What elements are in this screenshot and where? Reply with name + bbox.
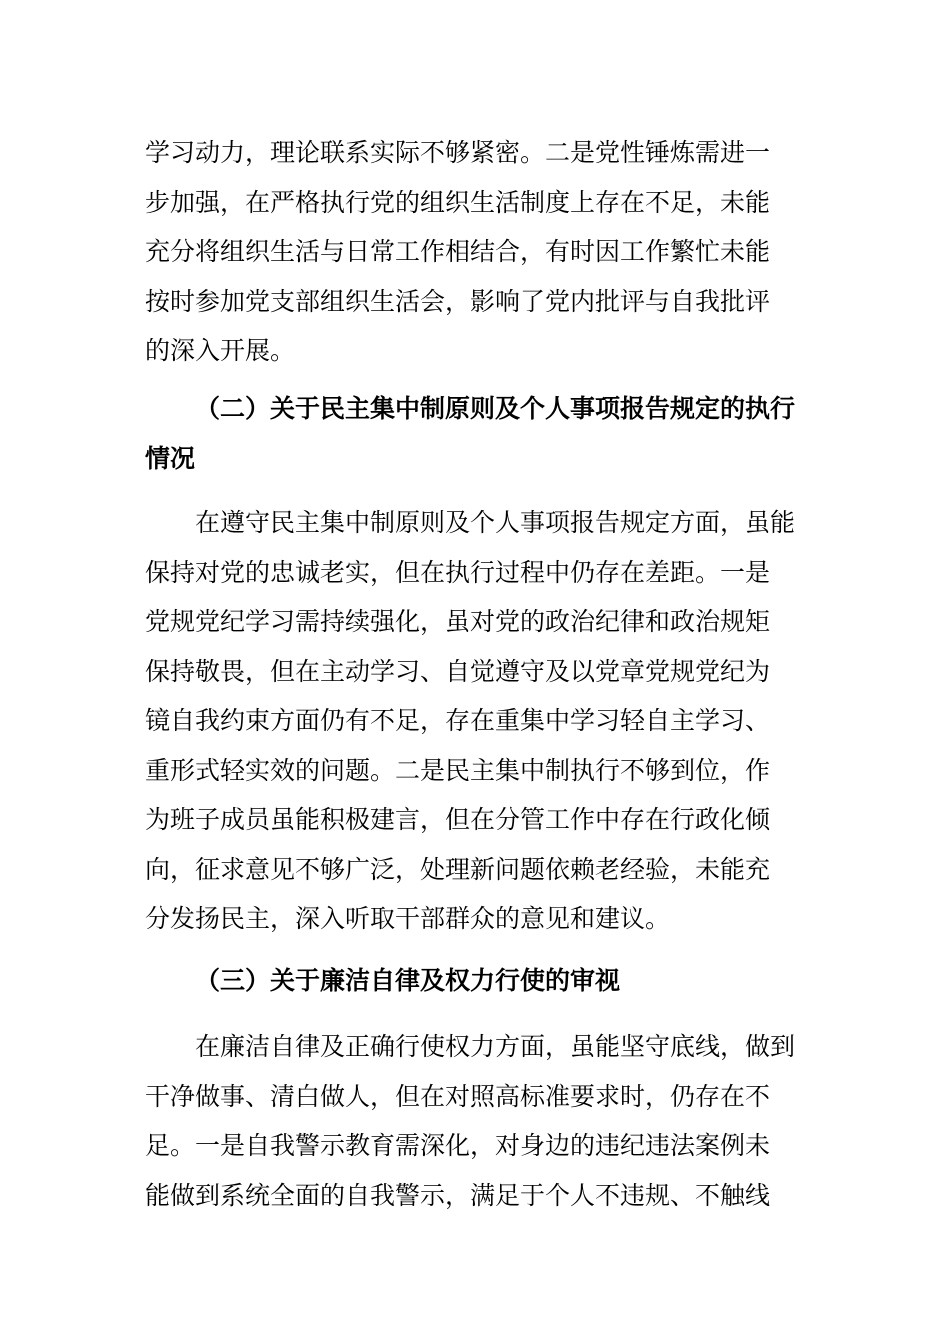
paragraph-line: 党规党纪学习需持续强化，虽对党的政治纪律和政治规矩	[145, 607, 771, 636]
paragraph-line: 充分将组织生活与日常工作相结合，有时因工作繁忙未能	[145, 237, 771, 266]
body-paragraph-2	[145, 498, 807, 944]
paragraph-line: 向，征求意见不够广泛，处理新问题依赖老经验，未能充	[145, 854, 771, 884]
paragraph-line: 按时参加党支部组织生活会，影响了党内批评与自我批评	[145, 286, 771, 316]
body-paragraph-1	[145, 128, 807, 376]
section-heading-2	[145, 384, 807, 483]
paragraph-line: 镜自我约束方面仍有不足，存在重集中学习轻自主学习、	[145, 706, 771, 735]
paragraph-line: 能做到系统全面的自我警示，满足于个人不违规、不触线	[145, 1180, 771, 1210]
paragraph-line: 重形式轻实效的问题。二是民主集中制执行不够到位，作	[145, 755, 771, 785]
heading-line: （二）关于民主集中制原则及个人事项报告规定的执行	[195, 394, 796, 423]
paragraph-line: 在廉洁自律及正确行使权力方面，虽能坚守底线，做到	[195, 1032, 796, 1061]
heading-line: （三）关于廉洁自律及权力行使的审视	[195, 966, 621, 995]
paragraph-line: 保持对党的忠诚老实，但在执行过程中仍存在差距。一是	[145, 557, 771, 587]
paragraph-line: 为班子成员虽能积极建言，但在分管工作中存在行政化倾	[145, 805, 771, 834]
paragraph-line: 保持敬畏，但在主动学习、自觉遵守及以党章党规党纪为	[145, 656, 771, 686]
paragraph-line: 足。一是自我警示教育需深化，对身边的违纪违法案例未	[145, 1131, 771, 1160]
paragraph-line: 学习动力，理论联系实际不够紧密。二是党性锤炼需进一	[145, 138, 771, 167]
paragraph-line: 分发扬民主，深入听取干部群众的意见和建议。	[145, 904, 671, 933]
body-paragraph-3	[145, 1022, 807, 1220]
paragraph-line: 步加强，在严格执行党的组织生活制度上存在不足，未能	[145, 187, 771, 217]
paragraph-line: 在遵守民主集中制原则及个人事项报告规定方面，虽能	[195, 508, 796, 537]
heading-line: 情况	[145, 443, 196, 473]
paragraph-line: 干净做事、清白做人，但在对照高标准要求时，仍存在不	[145, 1081, 771, 1111]
paragraph-line: 的深入开展。	[145, 336, 296, 365]
section-heading-3	[145, 956, 807, 1006]
